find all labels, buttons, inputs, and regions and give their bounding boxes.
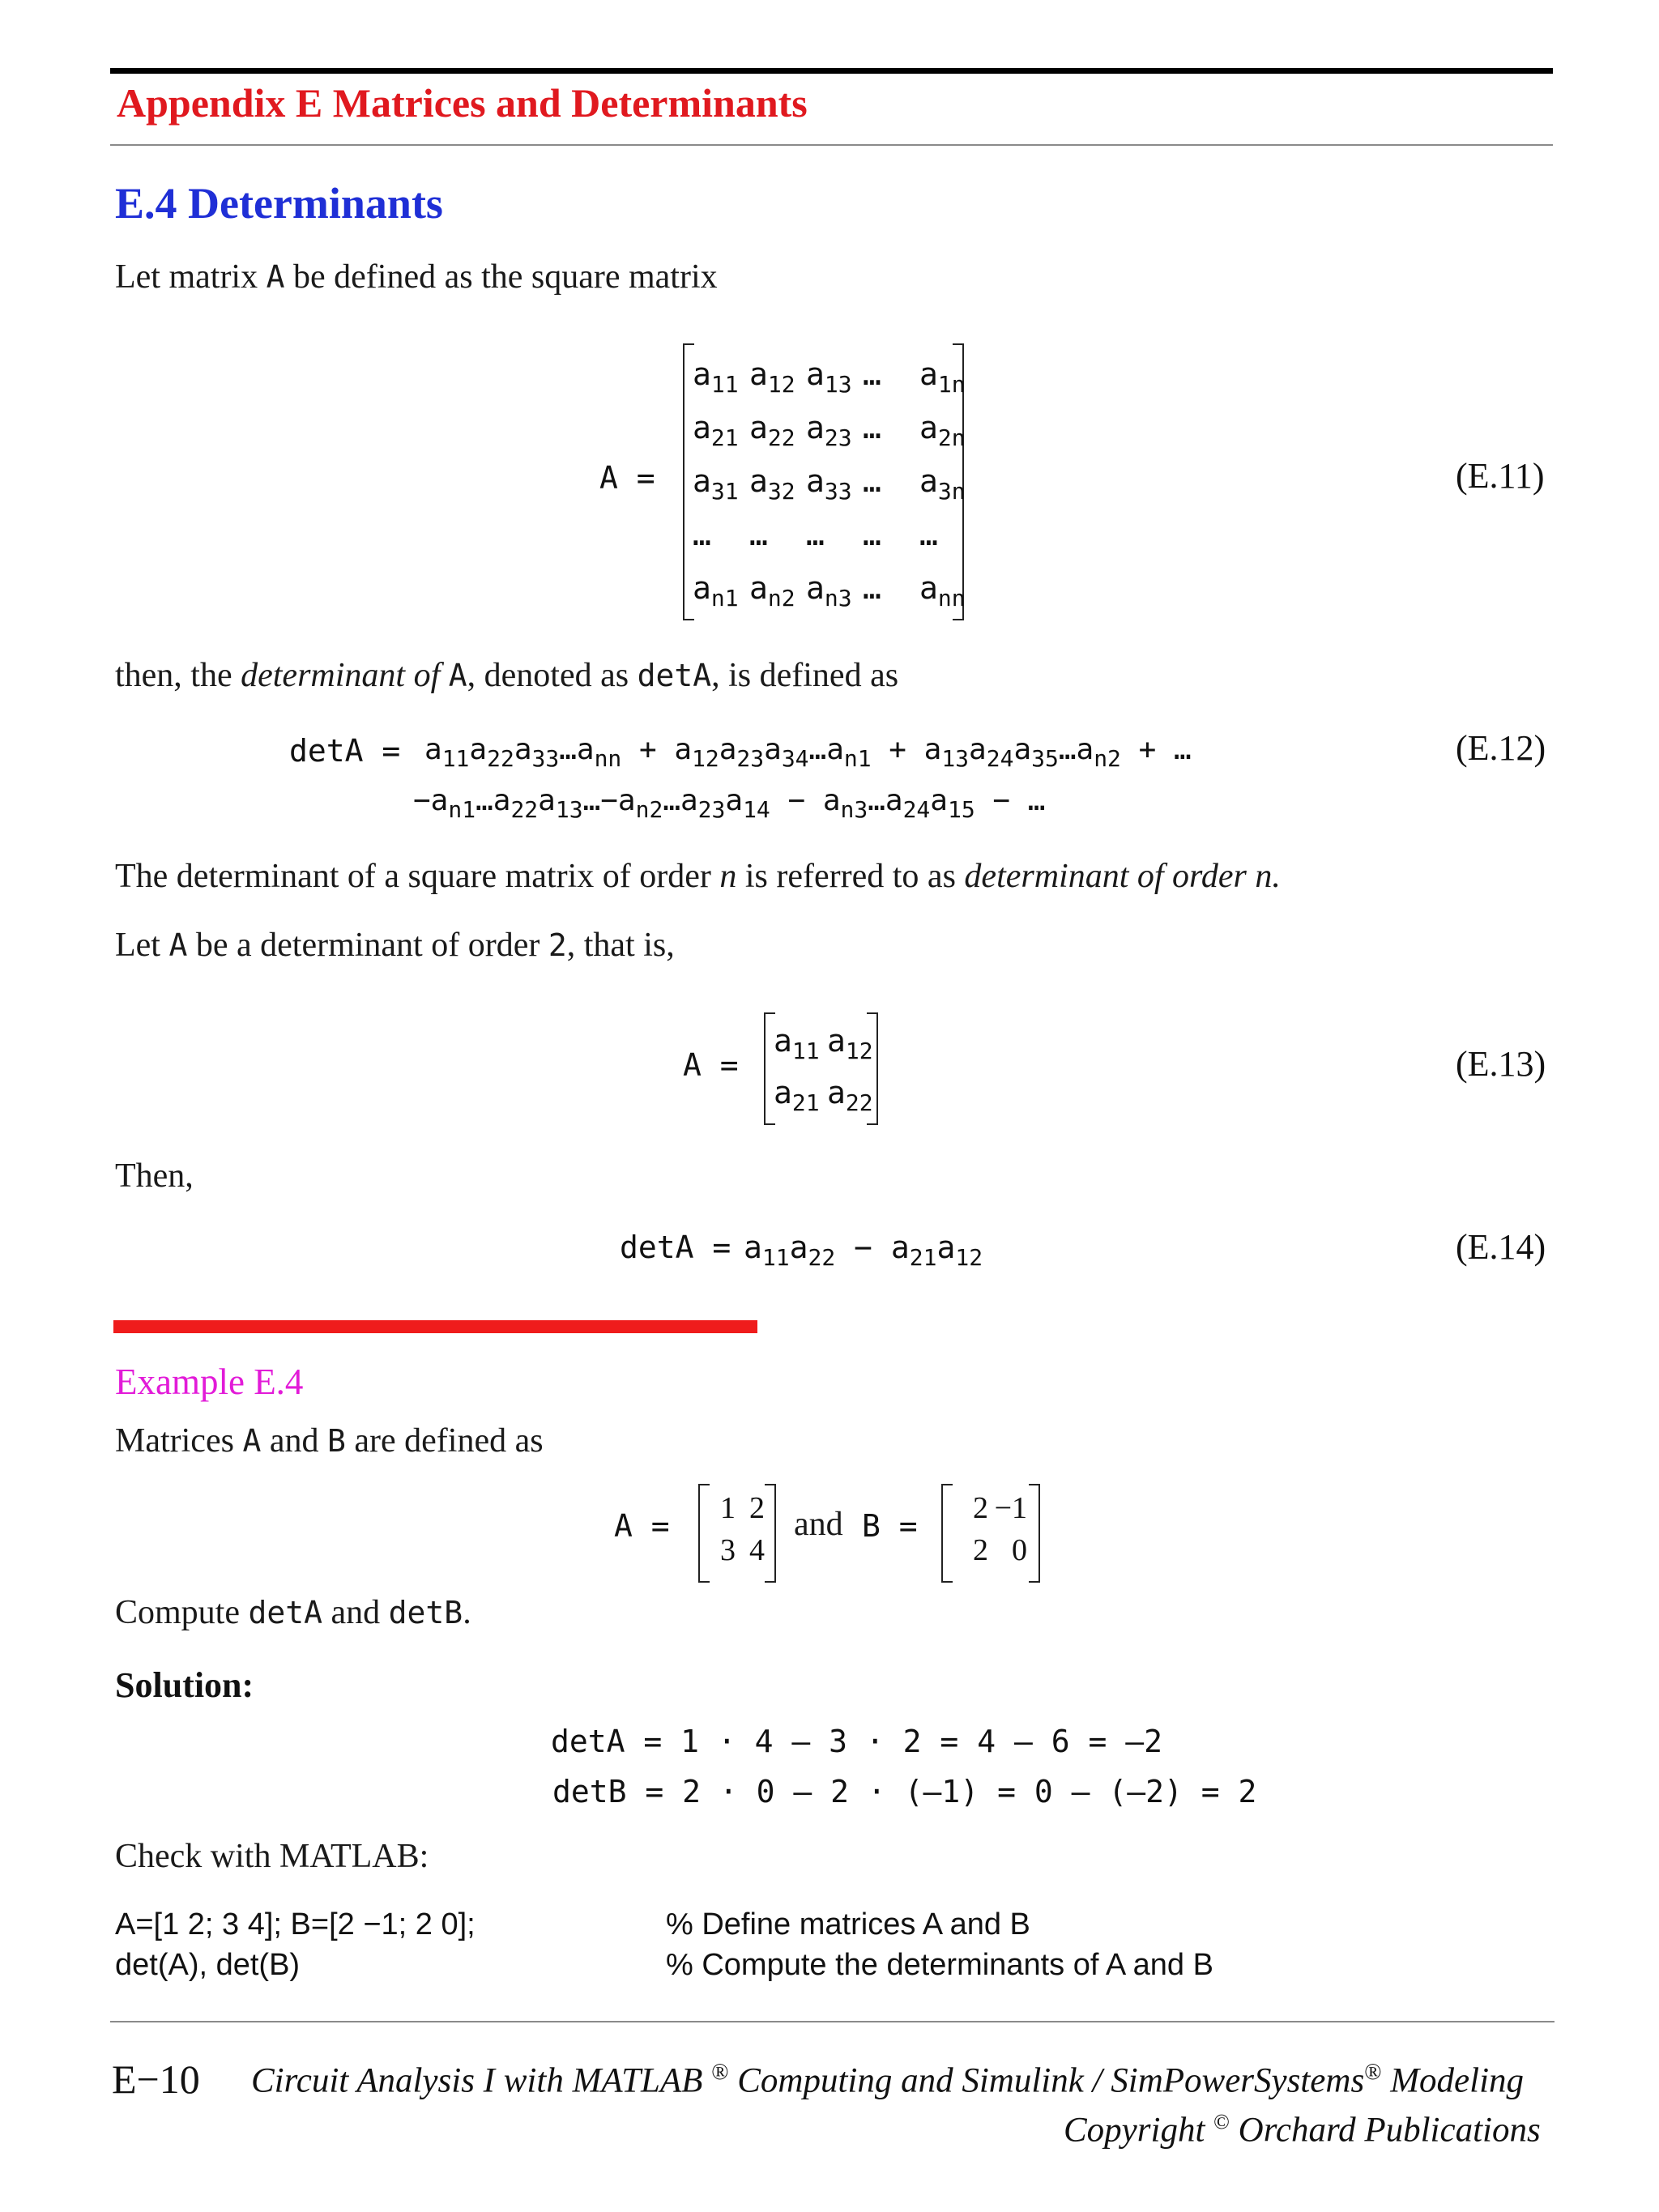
intro-text-1: Let matrix	[115, 258, 258, 296]
eq-e12-line-2-term: $a_{14}$	[725, 784, 770, 823]
matrix-b-lhs: B =	[862, 1508, 918, 1544]
eq-e12-line-1-term: + $a_{12}$	[621, 733, 719, 772]
example-separator-bar	[113, 1320, 757, 1333]
order-paragraph	[115, 857, 1281, 896]
eq-e12-line-2-term: $\dots a_{24}$	[868, 784, 931, 823]
order-text-1: The determinant of a square matrix of order	[115, 858, 711, 895]
intro-paragraph	[115, 258, 718, 296]
check-matlab-label: Check with MATLAB:	[115, 1838, 429, 1875]
eq-e12-line-2-term: $\dots a_{23}$	[663, 784, 726, 823]
matrix-b-cell: 0	[1012, 1533, 1027, 1567]
eq-e11-matrix-cell: $a_{n2}$	[749, 570, 795, 612]
eq-e14-rhs-term: $a_{11}$	[744, 1230, 790, 1271]
eq-e12-line-1-term: $a_{24}$	[969, 733, 1014, 772]
eq-e12-line-2-term: − …	[975, 784, 1046, 817]
order2-text-2: be a determinant of order	[195, 927, 540, 964]
matrix-a-cell: 4	[749, 1533, 765, 1567]
matrix-b-right-bracket	[1029, 1484, 1040, 1583]
eq-e11-matrix-cell: …	[863, 463, 881, 499]
matlab-code-line-1: A=[1 2; 3 4]; B=[2 −1; 2 0];	[115, 1907, 476, 1941]
order2-paragraph	[115, 926, 675, 965]
det-def-italic: determinant of	[241, 657, 441, 694]
eq-e11-matrix-cell: $a_{33}$	[806, 463, 852, 505]
matrix-b-cell: −1	[994, 1491, 1027, 1525]
order-italic: determinant of order n.	[964, 858, 1281, 895]
eq-e11-lhs: A =	[599, 460, 655, 496]
top-rule	[110, 68, 1553, 74]
eq-e13-matrix-cell: $a_{21}$	[774, 1075, 820, 1116]
solution-label: Solution:	[115, 1665, 254, 1705]
eq-e14-number: (E.14)	[1456, 1227, 1546, 1267]
then-text: Then,	[115, 1157, 194, 1195]
eq-e12-line-2-term: $a_{15}$	[930, 784, 975, 823]
eq-e11-matrix-cell: $a_{2n}$	[919, 410, 966, 451]
order-text-2: is referred to as	[744, 858, 956, 895]
eq-e11-matrix-cell: $a_{n3}$	[806, 570, 852, 612]
eq-e11-matrix-cell: $a_{n1}$	[693, 570, 739, 612]
eq-e12-lhs: detA =	[289, 733, 401, 769]
eq-e12-number: (E.12)	[1456, 728, 1546, 768]
eq-e11-matrix-cell: $a_{21}$	[693, 410, 739, 451]
eq-e12-line-1-term: + …	[1120, 733, 1192, 766]
matlab-comment-line-2: % Compute the determinants of A and B	[666, 1948, 1213, 1982]
eq-e12-line-2-term: $\dots-a_{n2}$	[582, 784, 663, 823]
order2-text-3: , that is,	[566, 927, 675, 964]
eq-e11-matrix-cell: $a_{22}$	[749, 410, 795, 451]
footer-title-part-1: Circuit Analysis I with MATLAB	[251, 2061, 703, 2100]
footer-copyright-word: Copyright	[1064, 2111, 1205, 2150]
eq-e12-line-1-term: $a_{22}$	[469, 733, 514, 772]
eq-e11-matrix-cell: …	[806, 517, 825, 552]
footer-title-part-3: Modeling	[1390, 2061, 1525, 2100]
eq-e11-number: (E.11)	[1456, 456, 1545, 496]
and-word: and	[794, 1506, 843, 1543]
solution-line-1: detA = 1 · 4 – 3 · 2 = 4 – 6 = –2	[551, 1724, 1162, 1759]
det-def-symbol-a: A	[448, 658, 467, 693]
intro-text-2: be defined as the square matrix	[293, 258, 718, 296]
det-def-symbol-deta: detA	[637, 658, 712, 693]
section-title: E.4 Determinants	[115, 179, 443, 228]
eq-e12-line-2-term: $-a_{n1}$	[413, 784, 476, 823]
order-symbol-n: n	[719, 858, 737, 895]
example-statement-text-1: Matrices	[115, 1422, 234, 1460]
eq-e12-line-1-term: $\dots a_{n1}$	[808, 733, 872, 772]
compute-and: and	[331, 1594, 381, 1631]
intro-symbol-a: A	[266, 259, 285, 295]
eq-e12-line-1-term: $a_{33}$	[514, 733, 560, 772]
matlab-code-line-2: det(A), det(B)	[115, 1948, 301, 1982]
compute-detb: detB	[388, 1595, 463, 1630]
eq-e14-rhs-term: $a_{12}$	[936, 1230, 983, 1271]
matrix-a-right-bracket	[765, 1484, 776, 1583]
eq-e12-line-1-term: $\dots a_{nn}$	[559, 733, 622, 772]
compute-paragraph	[115, 1593, 471, 1632]
eq-e11-matrix-cell: $a_{12}$	[749, 356, 795, 398]
eq-e11-matrix-cell: …	[693, 517, 711, 552]
footer-publisher: Orchard Publications	[1238, 2111, 1541, 2150]
eq-e11-matrix-cell: $a_{nn}$	[919, 570, 966, 612]
matrix-a-lhs: A =	[614, 1508, 670, 1544]
eq-e11-matrix-cell: $a_{13}$	[806, 356, 852, 398]
det-def-text-2: , denoted as	[467, 657, 629, 694]
eq-e14-rhs-term: $a_{22}$	[789, 1230, 836, 1271]
eq-e12-line-2-term: − $a_{n3}$	[770, 784, 868, 823]
eq-e13-matrix-cell: $a_{12}$	[827, 1023, 873, 1064]
footer-copyright	[1064, 2110, 1541, 2150]
footer-copyright-symbol: ©	[1213, 2110, 1230, 2133]
det-def-text-3: , is defined as	[711, 657, 899, 694]
eq-e11-matrix-cell: …	[863, 410, 881, 445]
eq-e11-matrix-cell: $a_{23}$	[806, 410, 852, 451]
eq-e11-matrix-cell: $a_{3n}$	[919, 463, 966, 505]
eq-e12-line-2-term: $a_{13}$	[538, 784, 583, 823]
eq-e11-matrix-cell: $a_{1n}$	[919, 356, 966, 398]
footer-divider	[110, 2021, 1555, 2022]
eq-e11-matrix-cell: $a_{11}$	[693, 356, 739, 398]
determinant-definition-paragraph	[115, 656, 898, 695]
eq-e13-matrix-cell: $a_{11}$	[774, 1023, 820, 1064]
eq-e13-lhs: A =	[683, 1047, 739, 1083]
det-def-text-1: then, the	[115, 657, 232, 694]
eq-e13-matrix-cell: $a_{22}$	[827, 1075, 873, 1116]
example-statement	[115, 1421, 544, 1460]
footer-page-number: E−10	[112, 2056, 200, 2102]
solution-line-2: detB = 2 · 0 – 2 · (–1) = 0 – (–2) = 2	[552, 1774, 1257, 1809]
eq-e14-rhs-term: − $a_{21}$	[835, 1230, 937, 1271]
eq-e12-line-2-term: $\dots a_{22}$	[476, 784, 539, 823]
matrix-b-cell: 2	[973, 1491, 988, 1525]
eq-e12-line-1-term: $a_{34}$	[764, 733, 809, 772]
eq-e12-line-1-term: $a_{23}$	[719, 733, 765, 772]
eq-e11-matrix-cell: …	[919, 517, 938, 552]
compute-period: .	[463, 1594, 471, 1631]
matrix-a-cell: 3	[720, 1533, 736, 1567]
matrix-b-cell: 2	[973, 1533, 988, 1567]
eq-e12-line-1-term: $a_{35}$	[1013, 733, 1059, 772]
eq-e11-matrix-cell: $a_{32}$	[749, 463, 795, 505]
eq-e14-lhs: detA =	[620, 1230, 731, 1265]
eq-e11-matrix-cell: …	[863, 517, 881, 552]
footer-book-title	[251, 2060, 1524, 2100]
header-divider	[110, 144, 1553, 146]
order2-symbol-a: A	[168, 927, 188, 963]
eq-e11-matrix-cell: …	[749, 517, 768, 552]
example-title: Example E.4	[115, 1362, 304, 1402]
eq-e11-matrix-cell: …	[863, 356, 881, 392]
eq-e13-number: (E.13)	[1456, 1044, 1546, 1084]
compute-text: Compute	[115, 1594, 240, 1631]
example-statement-and: and	[269, 1422, 319, 1460]
eq-e11-matrix-cell: $a_{31}$	[693, 463, 739, 505]
eq-e12-line-1-term: + $a_{13}$	[871, 733, 970, 772]
example-statement-text-2: are defined as	[354, 1422, 544, 1460]
eq-e12-line-1-term: $\dots a_{n2}$	[1058, 733, 1121, 772]
eq-e14-rhs	[744, 1230, 983, 1271]
footer-title-part-2: Computing and Simulink / SimPowerSystems	[737, 2061, 1365, 2100]
appendix-title: Appendix E Matrices and Determinants	[117, 80, 808, 126]
footer-registered-mark-2: ®	[1364, 2060, 1382, 2085]
matlab-comment-line-1: % Define matrices A and B	[666, 1907, 1030, 1941]
matrix-a-cell: 1	[720, 1491, 736, 1525]
example-symbol-a: A	[242, 1423, 262, 1459]
matrix-a-cell: 2	[749, 1491, 765, 1525]
order2-text-1: Let	[115, 927, 160, 964]
eq-e12-line-1-term: $a_{11}$	[424, 733, 470, 772]
order2-number: 2	[548, 927, 567, 963]
eq-e11-matrix-cell: …	[863, 570, 881, 606]
footer-registered-mark-1: ®	[711, 2060, 729, 2085]
eq-e12-line-1	[424, 733, 1192, 772]
compute-deta: detA	[248, 1595, 323, 1630]
example-symbol-b: B	[327, 1423, 346, 1459]
eq-e12-line-2	[413, 784, 1045, 823]
